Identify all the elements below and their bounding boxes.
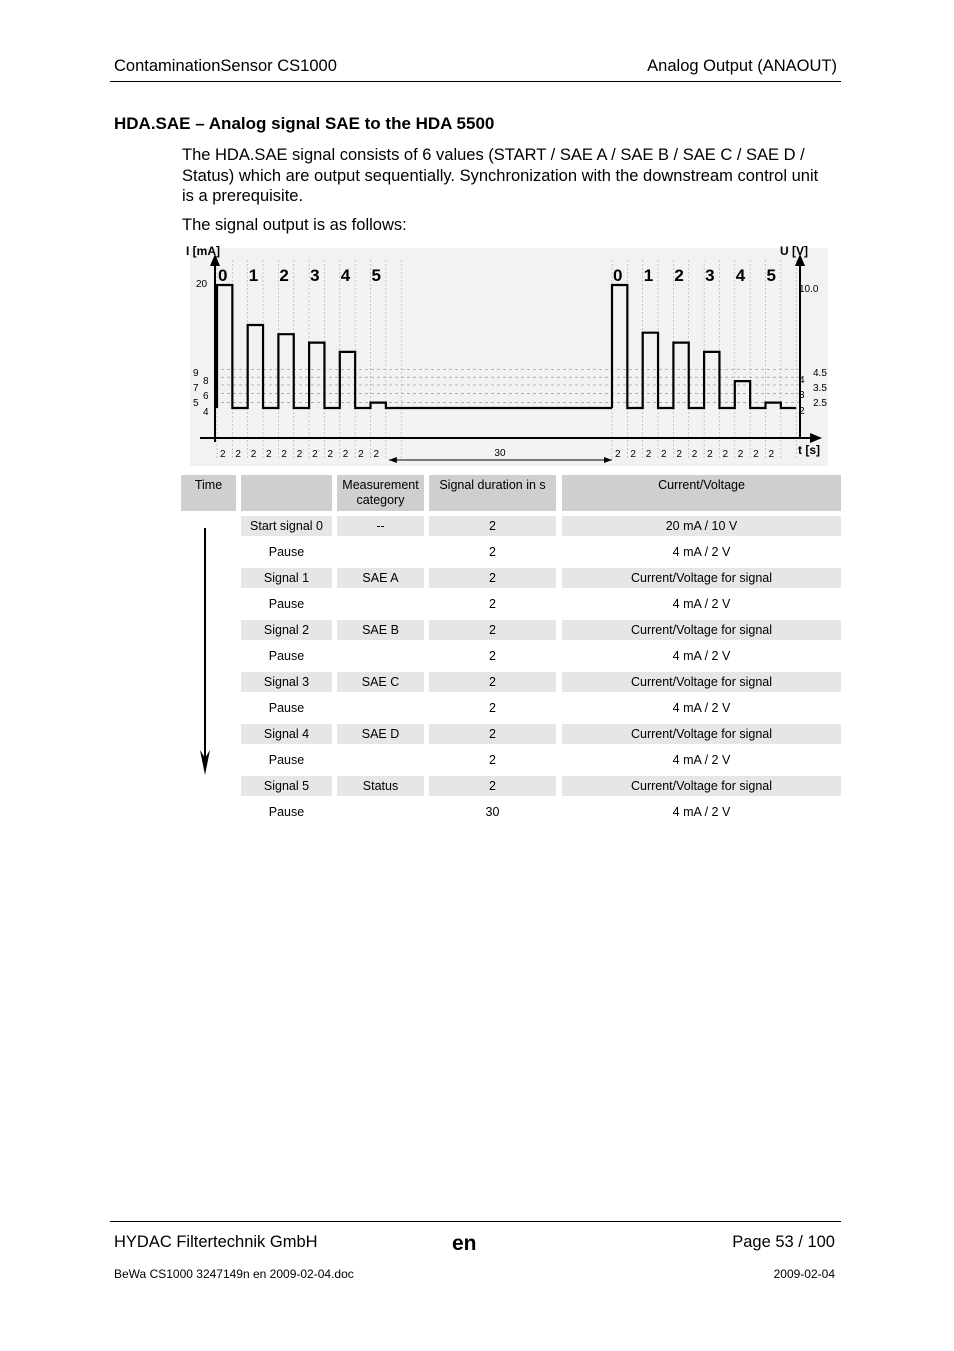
table-cell [337,542,424,562]
table-cell [241,568,332,588]
signal-number-label: 2 [279,266,289,285]
table-cell-text: 2 [489,727,496,741]
current-tick-label: 5 [193,398,199,409]
signal-number-label: 0 [613,266,623,285]
table-header-col-4 [562,475,841,511]
footer-date: 2009-02-04 [773,1267,835,1281]
time-arrow-icon [196,525,216,780]
table-cell [562,620,841,640]
table-header-time-text: Time [194,478,223,492]
table-cell-text: -- [376,519,385,533]
table-cell-text: 4 mA / 2 V [672,701,731,715]
duration-label: 2 [615,449,621,460]
duration-label: 2 [661,449,667,460]
duration-label: 2 [358,449,364,460]
table-cell-text: Pause [268,649,305,663]
table-cell-text: Current/Voltage for signal [630,675,773,689]
table-cell [241,802,332,822]
duration-label: 2 [691,449,698,460]
table-cell [562,750,841,770]
time-axis-label: t [s] [798,443,820,457]
table-cell [562,568,841,588]
voltage-tick-label: 4.5 [813,368,827,379]
table-cell [241,724,332,744]
duration-label: 2 [296,449,303,460]
table-cell-text: Current/Voltage for signal [630,571,773,585]
duration-label: 2 [312,449,318,460]
table-cell [241,542,332,562]
table-cell [562,646,841,666]
table-cell-text: Status [362,779,399,793]
table-cell-text: 4 mA / 2 V [672,649,731,663]
header-rule [110,81,841,82]
table-cell-text: 2 [489,779,496,793]
table-header-col-1 [241,475,332,511]
duration-label: 2 [281,449,287,460]
table-cell [337,620,424,640]
table-cell-text: Pause [268,545,305,559]
table-cell [337,724,424,744]
table-cell-text: Signal 2 [263,623,310,637]
table-cell [429,802,556,822]
duration-label: 2 [676,449,682,460]
table-header-col-2 [337,475,424,511]
table-cell [562,776,841,796]
table-cell [562,802,841,822]
table-header-col-3-text: Signal duration in s [439,478,546,492]
table-cell-text: SAE B [362,623,399,637]
duration-label: 2 [373,449,380,460]
voltage-tick-label: 2.5 [813,398,827,409]
table-cell [337,516,424,536]
duration-label: 2 [630,449,636,460]
table-cell [337,672,424,692]
table-cell-text: 4 mA / 2 V [672,753,731,767]
voltage-tick-label: 10.0 [799,284,819,295]
duration-label: 2 [327,449,334,460]
table-cell [337,776,424,796]
header-section: Analog Output (ANAOUT) [647,57,837,75]
table-cell [337,698,424,718]
table-cell [241,776,332,796]
table-cell-text: Signal 3 [263,675,310,689]
footer-page: Page 53 / 100 [732,1233,835,1251]
table-cell-text: 2 [489,753,496,767]
signal-number-label: 5 [371,266,381,285]
signal-number-label: 0 [218,266,228,285]
table-cell [562,594,841,614]
table-cell [337,750,424,770]
table-cell-text: Signal 5 [263,779,310,793]
table-cell [429,724,556,744]
table-cell [429,594,556,614]
table-cell-text: Pause [268,597,305,611]
footer-language: en [452,1232,477,1255]
table-cell-text: 2 [489,519,496,533]
table-header-col-4-text: Current/Voltage [658,478,745,492]
table-header-col-3 [429,475,556,511]
table-cell [562,516,841,536]
table-cell [562,698,841,718]
voltage-tick-label: 3.5 [813,383,827,394]
signal-number-label: 4 [735,266,746,285]
duration-label: 2 [266,449,272,460]
pause-duration-label: 30 [494,448,506,459]
table-cell [429,542,556,562]
table-cell [241,750,332,770]
table-cell [562,724,841,744]
section-intro: The signal output is as follows: [182,216,407,234]
table-cell [241,516,332,536]
duration-label: 2 [220,449,226,460]
table-cell [429,750,556,770]
signal-number-label: 4 [340,266,351,285]
table-cell-text: Pause [268,701,305,715]
table-cell [241,698,332,718]
voltage-tick-label: 4 [799,375,805,386]
table-cell-text: SAE D [361,727,400,741]
table-cell [429,568,556,588]
table-cell [241,646,332,666]
duration-label: 2 [737,449,744,460]
table-cell [429,776,556,796]
signal-number-label: 3 [705,266,715,285]
table-cell [337,802,424,822]
table-cell [241,594,332,614]
table-cell-text: 2 [489,623,496,637]
voltage-axis-label: U [V] [780,244,808,258]
table-cell-text: 2 [489,701,496,715]
duration-label: 2 [707,449,713,460]
section-title: HDA.SAE – Analog signal SAE to the HDA 5500 [114,114,495,133]
current-tick-label: 20 [196,279,208,290]
voltage-tick-label: 2 [799,406,805,417]
table-cell [337,594,424,614]
table-cell-text: SAE C [361,675,400,689]
table-cell [241,620,332,640]
duration-label: 2 [342,449,349,460]
current-tick-label: 8 [203,376,209,387]
table-cell-text: 2 [489,675,496,689]
table-cell [429,620,556,640]
table-cell-text: Current/Voltage for signal [630,779,773,793]
current-tick-label: 6 [203,391,209,402]
current-tick-label: 7 [193,383,199,394]
footer-rule [110,1221,841,1222]
table-cell [241,672,332,692]
table-cell-text: Current/Voltage for signal [630,623,773,637]
table-cell-text: SAE A [362,571,399,585]
duration-label: 2 [250,449,257,460]
footer-company: HYDAC Filtertechnik GmbH [114,1233,318,1251]
table-cell [429,646,556,666]
current-tick-label: 4 [203,407,209,418]
table-cell-text: Pause [268,805,305,819]
table-cell-text: 4 mA / 2 V [672,597,731,611]
voltage-tick-label: 3 [799,390,805,401]
table-cell-text: 2 [489,649,496,663]
current-axis-label: I [mA] [186,244,220,258]
table-cell-text: Pause [268,753,305,767]
table-cell-text: Signal 1 [263,571,310,585]
table-cell [562,672,841,692]
header-title: ContaminationSensor CS1000 [114,57,337,75]
table-cell-text: 4 mA / 2 V [672,545,731,559]
table-cell-text: 20 mA / 10 V [665,519,738,533]
table-cell [429,516,556,536]
duration-label: 2 [722,449,729,460]
table-cell [337,568,424,588]
signal-number-label: 3 [310,266,320,285]
signal-number-label: 1 [248,266,259,285]
current-tick-label: 9 [193,368,199,379]
table-cell-text: 30 [485,805,500,819]
table-header-col-2-text: Measurement category [342,478,419,507]
duration-label: 2 [645,449,652,460]
table-cell-text: Signal 4 [263,727,310,741]
table-cell-text: 2 [489,597,496,611]
table-cell [429,698,556,718]
section-paragraph: The HDA.SAE signal consists of 6 values (START / SAE A / SAE B / SAE C / SAE D / Status) which are output sequentially. Synchronization with the downstream control unit is a prerequisite. [182,146,819,205]
signal-number-label: 2 [674,266,684,285]
table-cell [429,672,556,692]
footer-doc: BeWa CS1000 3247149n en 2009-02-04.doc [114,1267,354,1281]
table-cell-text: 2 [489,571,496,585]
table-cell [562,542,841,562]
duration-label: 2 [768,449,775,460]
table-cell-text: 4 mA / 2 V [672,805,731,819]
table-cell-text: Current/Voltage for signal [630,727,773,741]
table-header-time [181,475,236,511]
signal-number-label: 5 [766,266,776,285]
signal-chart [180,240,830,470]
signal-number-label: 1 [643,266,654,285]
table-cell-text: Start signal 0 [250,519,323,533]
table-cell [337,646,424,666]
table-cell-text: 2 [489,545,496,559]
duration-label: 2 [235,449,241,460]
duration-label: 2 [753,449,759,460]
